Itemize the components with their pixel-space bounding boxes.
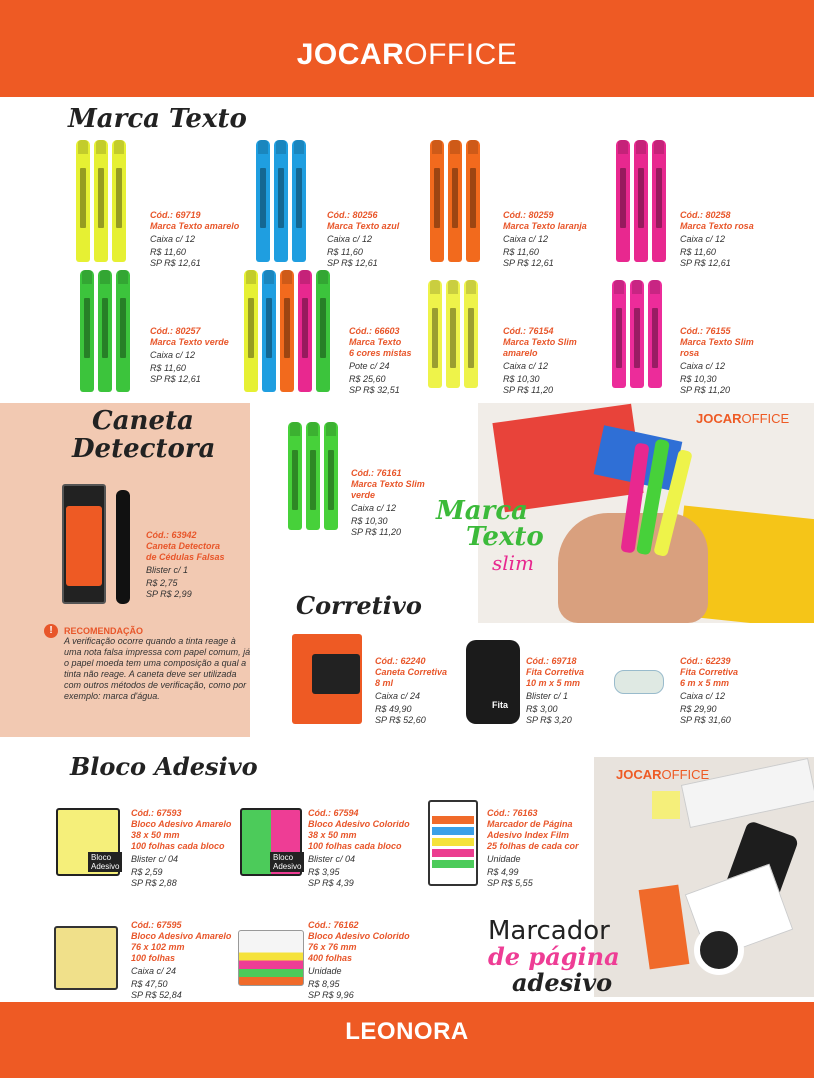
product-pack: Pote c/ 24: [349, 361, 390, 371]
package-label-bloco: Bloco: [91, 853, 112, 862]
product-code: Cód.: 62239: [680, 656, 731, 666]
product-67594: [308, 808, 410, 889]
product-pack: Blister c/ 04: [131, 854, 179, 864]
package-label-adesivo: Adesivo: [273, 862, 302, 871]
product-price-sp: SP R$ 11,20: [680, 385, 731, 395]
product-name-line2: 8 ml: [375, 678, 394, 688]
package-label-bloco: Bloco: [273, 853, 294, 862]
product-name: Marca Texto verde: [150, 337, 229, 347]
product-code: Cód.: 80259: [503, 210, 554, 220]
yellow-pen: [94, 140, 108, 262]
product-name-line2: rosa: [680, 348, 700, 358]
product-label-fita: Fita: [492, 700, 509, 710]
yellow-pen: [76, 140, 90, 262]
product-image-slim-pink: [612, 280, 662, 388]
product-price: R$ 2,75: [146, 578, 178, 588]
product-code: Cód.: 80258: [680, 210, 731, 220]
product-price-sp: SP R$ 2,99: [146, 589, 192, 599]
product-code: Cód.: 76162: [308, 920, 359, 930]
product-price-sp: SP R$ 12,61: [680, 258, 731, 268]
green-pen: [80, 270, 94, 392]
section-title-bloco-adesivo: Bloco Adesivo: [70, 752, 258, 781]
pink-pen: [652, 140, 666, 262]
product-name: Marca Texto laranja: [503, 221, 587, 231]
product-price-sp: SP R$ 52,60: [375, 715, 426, 725]
sticky-pack-label: [88, 852, 122, 872]
promo-marker-pack: [639, 885, 690, 970]
product-pack: Caixa c/ 12: [327, 234, 373, 244]
product-name-line2: 6 cores mistas: [349, 348, 412, 358]
product-price-sp: SP R$ 2,88: [131, 878, 177, 888]
product-price: R$ 2,59: [131, 867, 163, 877]
product-pack: Blister c/ 1: [146, 565, 189, 575]
product-name-line3: 25 folhas de cada cor: [487, 841, 579, 851]
promo-line3: adesivo: [512, 968, 613, 997]
product-69718: [526, 656, 584, 726]
product-price-sp: SP R$ 4,39: [308, 878, 354, 888]
product-code: Cód.: 80256: [327, 210, 378, 220]
product-image-correction-pen-box-pens: [312, 654, 360, 694]
product-code: Cód.: 67593: [131, 808, 182, 818]
product-price: R$ 11,60: [327, 247, 363, 257]
product-name-line2: de Cédulas Falsas: [146, 552, 225, 562]
product-name-line2: Adesivo Index Film: [487, 830, 570, 840]
brand-bold: JOCAR: [296, 38, 405, 71]
orange-pen: [448, 140, 462, 262]
product-69719: [150, 210, 239, 269]
blue-pen: [256, 140, 270, 262]
recommendation-text: A verificação ocorre quando a tinta reage à uma nota falsa impressa com papel comum, já o papel moeda tem uma composição a qual a tinta não reage. A caneta deve ser utilizada com outros métodos de verificação, como por exemplo: marca d'água.: [64, 636, 251, 701]
product-code: Cód.: 67595: [131, 920, 182, 930]
product-price: R$ 11,60: [150, 363, 186, 373]
product-price: R$ 11,60: [150, 247, 186, 257]
brand-light: OFFICE: [661, 767, 710, 782]
product-name-line2: 38 x 50 mm: [308, 830, 357, 840]
page-markers-strips: [432, 816, 474, 868]
product-76163: [487, 808, 579, 889]
product-code: Cód.: 76163: [487, 808, 538, 818]
promo-coffee-cup: [694, 925, 744, 975]
section-title-marca-texto: Marca Texto: [68, 104, 247, 134]
promo-slim-headline: [436, 498, 544, 576]
yellow-pen: [112, 140, 126, 262]
product-price: R$ 49,90: [375, 704, 412, 714]
product-pack: Caixa c/ 12: [680, 691, 726, 701]
product-66603: [349, 326, 412, 396]
marker-strip: [432, 849, 474, 857]
product-name: Fita Corretiva: [526, 667, 585, 677]
product-price: R$ 47,50: [131, 979, 168, 989]
orange-pen: [280, 270, 294, 392]
product-price: R$ 3,00: [526, 704, 558, 714]
product-name: Bloco Adesivo Amarelo: [131, 931, 232, 941]
product-code: Cód.: 76155: [680, 326, 731, 336]
product-pack: Caixa c/ 12: [680, 361, 726, 371]
product-62240: [375, 656, 447, 726]
orange-pen: [430, 140, 444, 262]
product-price: R$ 25,60: [349, 374, 386, 384]
warning-icon: !: [44, 624, 58, 638]
product-name: Bloco Adesivo Colorido: [308, 931, 410, 941]
brand-bold: JOCAR: [696, 411, 742, 426]
product-image-correction-tape-blister: [466, 640, 520, 724]
brand-light: OFFICE: [741, 411, 790, 426]
product-price-sp: SP R$ 11,20: [351, 527, 402, 537]
product-image-green-highlighters: [80, 270, 130, 392]
green-pen: [116, 270, 130, 392]
product-price-sp: SP R$ 11,20: [503, 385, 554, 395]
product-name: Marca Texto rosa: [680, 221, 754, 231]
marker-strip: [432, 838, 474, 846]
product-name: Marca Texto Slim: [680, 337, 754, 347]
footer-logo: LEONORA: [345, 1018, 469, 1045]
product-price: R$ 10,30: [351, 516, 388, 526]
product-image-slim-yellow: [428, 280, 478, 388]
product-pack: Caixa c/ 12: [503, 234, 549, 244]
product-price: R$ 4,99: [487, 867, 519, 877]
product-name-line2: 6 m x 5 mm: [680, 678, 730, 688]
product-price-sp: SP R$ 9,96: [308, 990, 354, 1000]
product-image-slim-green: [288, 422, 338, 530]
product-name: Bloco Adesivo Amarelo: [131, 819, 232, 829]
promo-line1: Marcador: [488, 916, 610, 946]
product-pack: Caixa c/ 12: [351, 503, 397, 513]
pink-slim-pen: [648, 280, 662, 388]
product-name-line2: 76 x 102 mm: [131, 942, 185, 952]
product-pack: Caixa c/ 12: [503, 361, 549, 371]
product-pack: Caixa c/ 12: [150, 350, 196, 360]
product-price-sp: SP R$ 3,20: [526, 715, 572, 725]
yellow-slim-pen: [446, 280, 460, 388]
product-80259: [503, 210, 587, 269]
product-80256: [327, 210, 399, 269]
pink-slim-pen: [612, 280, 626, 388]
product-image-large-yellow-sticky: [54, 926, 118, 990]
product-price-sp: SP R$ 32,51: [349, 385, 400, 395]
product-price: R$ 3,95: [308, 867, 340, 877]
product-price: R$ 10,30: [680, 374, 717, 384]
product-name: Marca Texto Slim: [351, 479, 425, 489]
section-title-detectora: Detectora: [72, 434, 216, 464]
pink-slim-pen: [630, 280, 644, 388]
product-name: Marca Texto: [349, 337, 402, 347]
marker-strip: [432, 827, 474, 835]
blue-pen: [292, 140, 306, 262]
product-code: Cód.: 69719: [150, 210, 201, 220]
product-price-sp: SP R$ 12,61: [150, 258, 201, 268]
product-pack: Caixa c/ 24: [375, 691, 421, 701]
product-name: Bloco Adesivo Colorido: [308, 819, 410, 829]
green-slim-pen: [288, 422, 302, 530]
green-pen: [98, 270, 112, 392]
product-price-sp: SP R$ 52,84: [131, 990, 182, 1000]
product-price-sp: SP R$ 12,61: [327, 258, 378, 268]
promo-marcador-headline: [488, 918, 620, 996]
product-80257: [150, 326, 229, 385]
product-code: Cód.: 80257: [150, 326, 201, 336]
pink-pen: [616, 140, 630, 262]
product-code: Cód.: 67594: [308, 808, 359, 818]
product-63942: [146, 530, 225, 600]
product-code: Cód.: 63942: [146, 530, 197, 540]
product-image-orange-highlighters: [430, 140, 480, 262]
product-pack: Unidade: [487, 854, 521, 864]
product-name-line2: 38 x 50 mm: [131, 830, 180, 840]
product-price-sp: SP R$ 12,61: [150, 374, 201, 384]
product-name-line3: 100 folhas cada bloco: [131, 841, 225, 851]
product-image-detector-pen-blister-card: [66, 506, 102, 586]
yellow-pen: [244, 270, 258, 392]
promo-line2: de página: [488, 942, 620, 971]
promo-logo: [696, 411, 789, 426]
product-name-line3: 400 folhas: [308, 953, 353, 963]
product-name: Fita Corretiva: [680, 667, 739, 677]
product-67593: [131, 808, 231, 889]
product-pack: Caixa c/ 24: [131, 966, 177, 976]
marker-strip: [432, 816, 474, 824]
blue-pen: [274, 140, 288, 262]
product-76155: [680, 326, 754, 396]
product-name-line2: 76 x 76 mm: [308, 942, 357, 952]
green-slim-pen: [306, 422, 320, 530]
package-label-adesivo: Adesivo: [91, 862, 120, 871]
green-pen: [316, 270, 330, 392]
product-price: R$ 29,90: [680, 704, 717, 714]
product-image-mixed-highlighters: [244, 270, 330, 392]
product-code: Cód.: 76154: [503, 326, 554, 336]
product-name-line2: verde: [351, 490, 376, 500]
product-image-detector-pen: [116, 490, 130, 604]
promo-logo: [616, 767, 709, 782]
product-price-sp: SP R$ 5,55: [487, 878, 533, 888]
product-price: R$ 11,60: [680, 247, 716, 257]
product-code: Cód.: 69718: [526, 656, 577, 666]
product-name: Caneta Detectora: [146, 541, 221, 551]
product-image-mini-correction-tape: [614, 670, 664, 694]
yellow-slim-pen: [464, 280, 478, 388]
product-name-line2: amarelo: [503, 348, 538, 358]
pink-pen: [634, 140, 648, 262]
promo-photo-marcador: [594, 757, 814, 997]
product-price: R$ 10,30: [503, 374, 540, 384]
yellow-slim-pen: [428, 280, 442, 388]
product-pack: Caixa c/ 12: [150, 234, 196, 244]
product-name: Marcador de Página: [487, 819, 573, 829]
promo-line3: slim: [492, 551, 535, 575]
brand-light: OFFICE: [404, 38, 518, 71]
product-name-line2: 10 m x 5 mm: [526, 678, 581, 688]
product-price-sp: SP R$ 12,61: [503, 258, 554, 268]
promo-line1: Marca: [436, 496, 529, 526]
product-name-line3: 100 folhas: [131, 953, 176, 963]
product-76162: [308, 920, 410, 1001]
green-slim-pen: [324, 422, 338, 530]
marker-strip: [432, 860, 474, 868]
header-logo: [0, 38, 814, 72]
product-67595: [131, 920, 231, 1001]
product-name: Marca Texto amarelo: [150, 221, 240, 231]
product-image-colored-sticky-cube: [238, 930, 304, 986]
section-title-caneta: Caneta: [92, 406, 194, 436]
product-code: Cód.: 66603: [349, 326, 400, 336]
promo-sticky-yellow: [652, 791, 680, 819]
product-pack: Blister c/ 04: [308, 854, 356, 864]
product-pack: Caixa c/ 12: [680, 234, 726, 244]
product-name: Marca Texto Slim: [503, 337, 577, 347]
product-image-pink-highlighters: [616, 140, 666, 262]
product-name: Marca Texto azul: [327, 221, 400, 231]
product-80258: [680, 210, 754, 269]
section-title-corretivo: Corretivo: [296, 591, 422, 620]
blue-pen: [262, 270, 276, 392]
product-name: Caneta Corretiva: [375, 667, 448, 677]
product-price: R$ 8,95: [308, 979, 340, 989]
product-pack: Blister c/ 1: [526, 691, 569, 701]
promo-line2: Texto: [466, 522, 544, 552]
product-image-blue-highlighters: [256, 140, 306, 262]
orange-pen: [466, 140, 480, 262]
product-price: R$ 11,60: [503, 247, 539, 257]
product-62239: [680, 656, 738, 726]
product-price-sp: SP R$ 31,60: [680, 715, 731, 725]
product-code: Cód.: 62240: [375, 656, 426, 666]
pink-pen: [298, 270, 312, 392]
product-code: Cód.: 76161: [351, 468, 402, 478]
recommendation-title: RECOMENDAÇÃO: [64, 626, 144, 636]
product-image-yellow-highlighters: [76, 140, 126, 262]
sticky-pack-label-colored: [270, 852, 304, 872]
product-name-line3: 100 folhas cada bloco: [308, 841, 402, 851]
product-pack: Unidade: [308, 966, 342, 976]
product-76161: [351, 468, 425, 538]
brand-bold: JOCAR: [616, 767, 662, 782]
product-76154: [503, 326, 577, 396]
